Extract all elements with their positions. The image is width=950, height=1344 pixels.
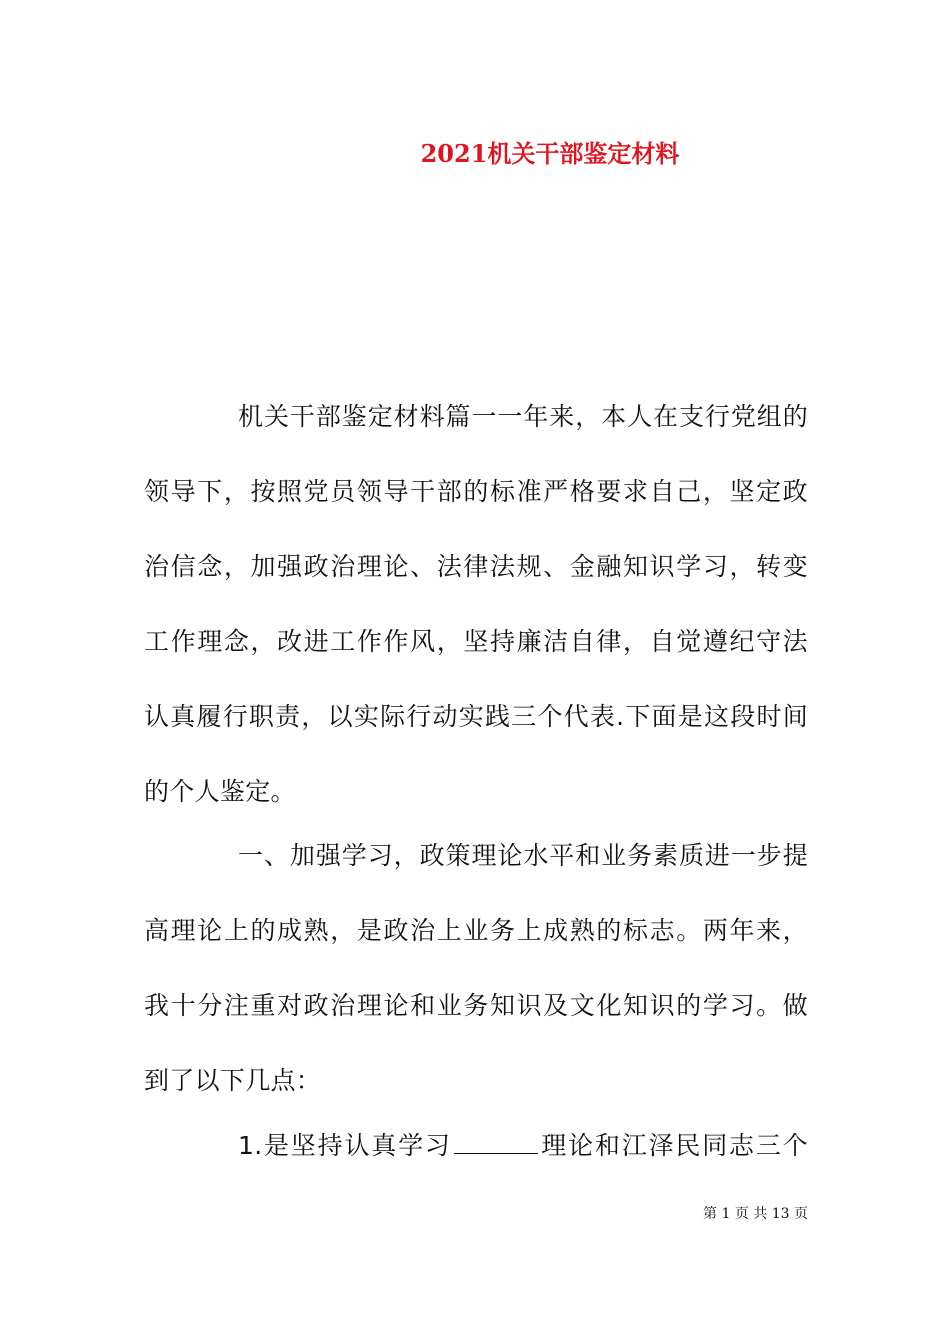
paragraph-line: 我十分注重对政治理论和业务知识及文化知识的学习。做 bbox=[144, 991, 808, 1020]
line-text-before-blank: 1.是坚持认真学习 bbox=[238, 1131, 452, 1160]
page-number-footer: 第 1 页 共 13 页 bbox=[703, 1206, 808, 1222]
paragraph-line: 的个人鉴定。 bbox=[144, 777, 296, 806]
paragraph-line: 认真履行职责，以实际行动实践三个代表.下面是这段时间 bbox=[144, 702, 808, 731]
document-title: 2021机关干部鉴定材料 bbox=[420, 139, 680, 168]
paragraph-line: 工作理念，改进工作作风，坚持廉洁自律，自觉遵纪守法 bbox=[144, 627, 808, 656]
fill-in-blank bbox=[454, 1127, 538, 1154]
paragraph-line: 一、加强学习，政策理论水平和业务素质进一步提 bbox=[238, 841, 808, 870]
paragraph-line-with-blank bbox=[238, 1126, 808, 1166]
line-text-after-blank: 理论和江泽民同志三个 bbox=[539, 1131, 808, 1160]
paragraph-line: 高理论上的成熟，是政治上业务上成熟的标志。两年来， bbox=[144, 916, 808, 945]
paragraph-line: 机关干部鉴定材料篇一一年来，本人在支行党组的 bbox=[238, 402, 808, 431]
paragraph-line: 治信念，加强政治理论、法律法规、金融知识学习，转变 bbox=[144, 552, 808, 581]
paragraph-line: 领导下，按照党员领导干部的标准严格要求自己，坚定政 bbox=[144, 477, 808, 506]
paragraph-line: 到了以下几点： bbox=[144, 1066, 322, 1095]
